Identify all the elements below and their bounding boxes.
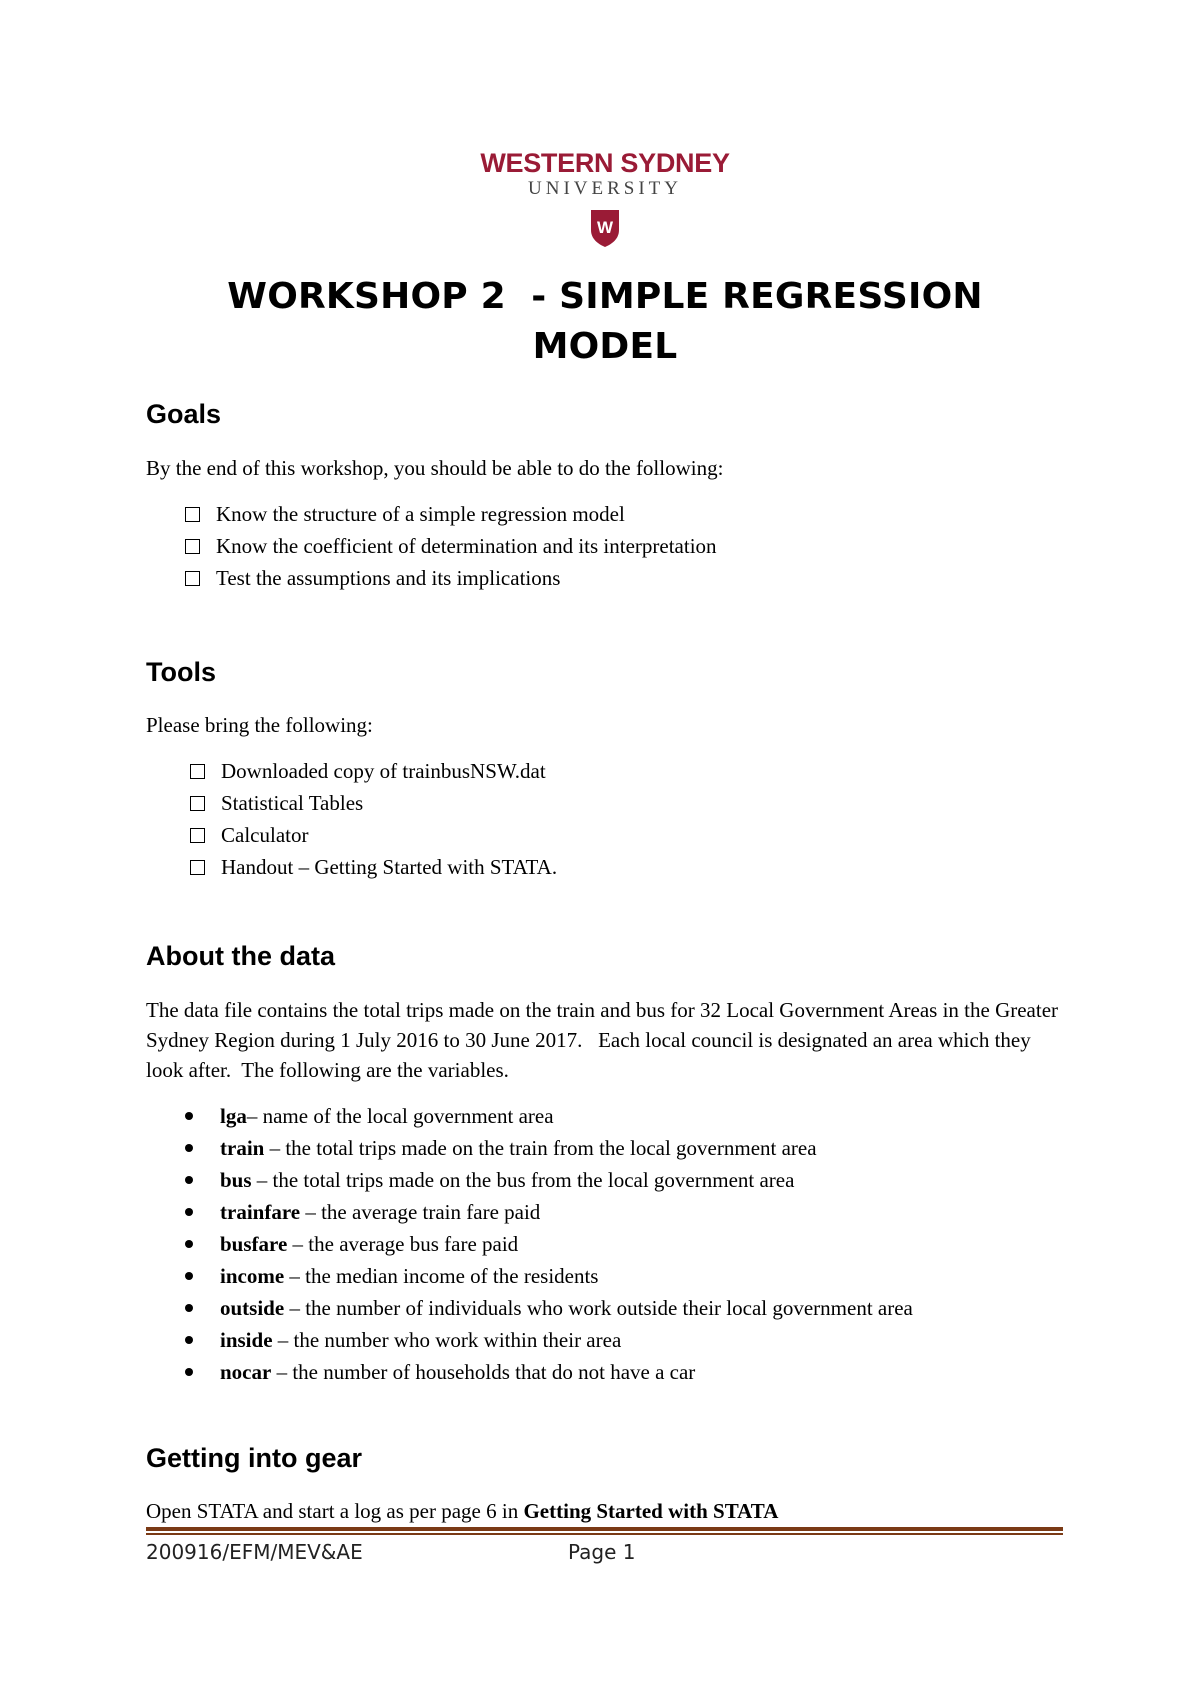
list-item: busfare – the average bus fare paid bbox=[182, 1228, 913, 1260]
logo-wordmark: WESTERN SYDNEY bbox=[480, 148, 730, 178]
bullet-icon bbox=[185, 1336, 193, 1344]
checkbox-icon bbox=[190, 828, 205, 843]
list-item: Handout – Getting Started with STATA. bbox=[190, 851, 557, 883]
gear-bold-reference: Getting Started with STATA bbox=[523, 1499, 779, 1523]
about-paragraph: The data file contains the total trips made on the train and bus for 32 Local Government Areas in the Greater Sydney Region during 1 July 2016 to 30 June 2017. Each local council is designated an area which they look after. The following are the variables. bbox=[146, 998, 1064, 1082]
page-title bbox=[120, 272, 1090, 372]
goals-list bbox=[185, 498, 717, 594]
list-item: Calculator bbox=[190, 819, 557, 851]
list-item: outside – the number of individuals who work outside their local government area bbox=[182, 1292, 913, 1324]
list-item: lga– name of the local government area bbox=[182, 1100, 913, 1132]
checkbox-icon bbox=[185, 571, 200, 586]
footer-page-number: Page 1 bbox=[568, 1540, 636, 1564]
logo-subtitle: UNIVERSITY bbox=[528, 178, 682, 199]
checkbox-icon bbox=[190, 860, 205, 875]
list-item: nocar – the number of households that do not have a car bbox=[182, 1356, 913, 1388]
checkbox-icon bbox=[185, 539, 200, 554]
list-item: train – the total trips made on the train from the local government area bbox=[182, 1132, 913, 1164]
list-item: Statistical Tables bbox=[190, 787, 557, 819]
list-item: Know the structure of a simple regression model bbox=[185, 498, 717, 530]
bullet-icon bbox=[185, 1208, 193, 1216]
title-line-2: MODEL bbox=[532, 326, 678, 367]
checkbox-icon bbox=[185, 507, 200, 522]
checkbox-icon bbox=[190, 796, 205, 811]
bullet-icon bbox=[185, 1272, 193, 1280]
title-line-1: WORKSHOP 2 - SIMPLE REGRESSION bbox=[227, 276, 983, 317]
footer-code: 200916/EFM/MEV&AE bbox=[146, 1540, 363, 1564]
tools-heading: Tools bbox=[146, 657, 216, 687]
university-logo bbox=[480, 150, 730, 248]
tools-intro: Please bring the following: bbox=[146, 713, 373, 737]
list-item: inside – the number who work within their area bbox=[182, 1324, 913, 1356]
bullet-icon bbox=[185, 1112, 193, 1120]
list-item: Test the assumptions and its implications bbox=[185, 562, 717, 594]
bullet-icon bbox=[185, 1240, 193, 1248]
shield-icon bbox=[589, 208, 621, 248]
gear-heading: Getting into gear bbox=[146, 1443, 362, 1473]
footer-rule-thick bbox=[146, 1527, 1063, 1531]
bullet-icon bbox=[185, 1304, 193, 1312]
checkbox-icon bbox=[190, 764, 205, 779]
bullet-icon bbox=[185, 1144, 193, 1152]
list-item: trainfare – the average train fare paid bbox=[182, 1196, 913, 1228]
about-heading: About the data bbox=[146, 941, 335, 971]
list-item: bus – the total trips made on the bus from the local government area bbox=[182, 1164, 913, 1196]
tools-list bbox=[190, 755, 557, 883]
footer-rule-thin bbox=[146, 1533, 1063, 1535]
list-item: income – the median income of the residents bbox=[182, 1260, 913, 1292]
list-item: Know the coefficient of determination and its interpretation bbox=[185, 530, 717, 562]
goals-intro: By the end of this workshop, you should be able to do the following: bbox=[146, 456, 724, 480]
bullet-icon bbox=[185, 1176, 193, 1184]
goals-heading: Goals bbox=[146, 399, 222, 429]
variables-list bbox=[182, 1100, 913, 1388]
bullet-icon bbox=[185, 1368, 193, 1376]
shield-letter: W bbox=[596, 218, 614, 237]
list-item: Downloaded copy of trainbusNSW.dat bbox=[190, 755, 557, 787]
gear-text: Open STATA and start a log as per page 6 in Getting Started with STATA bbox=[146, 1499, 779, 1523]
